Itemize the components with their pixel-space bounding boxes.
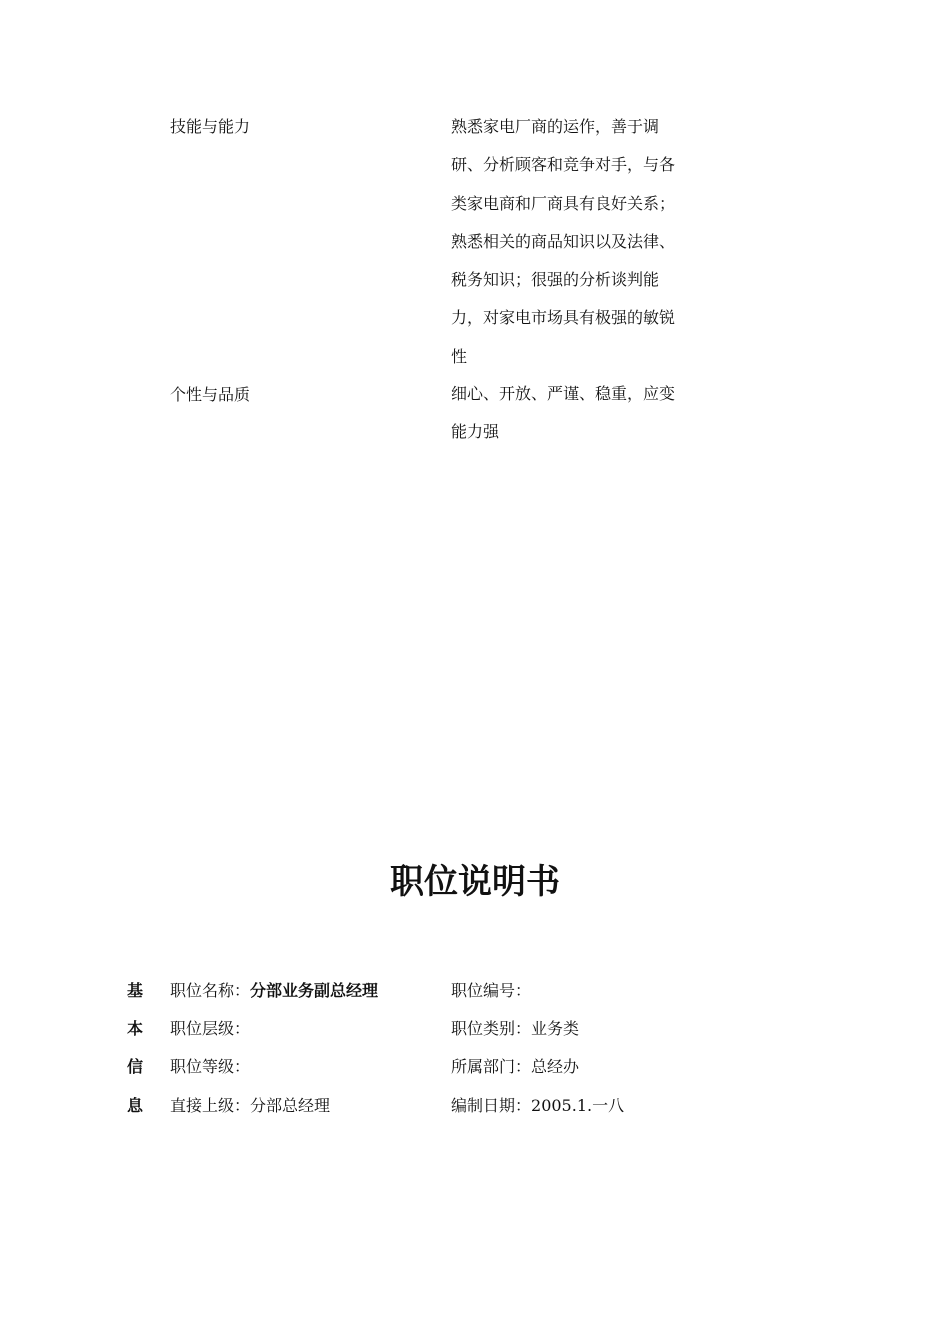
- position-name-field: [170, 981, 378, 1001]
- date-value: 2005.1.一八: [531, 1096, 625, 1115]
- side-char: 信: [127, 1057, 144, 1076]
- personality-line: 细心、开放、严谨、稳重，应变: [451, 384, 676, 403]
- skills-label: 技能与能力: [170, 117, 251, 136]
- position-name-value: 分部业务副总经理: [250, 981, 379, 1000]
- position-code-label: 职位编号：: [451, 981, 532, 1000]
- page-title: 职位说明书: [390, 862, 560, 902]
- supervisor-field: [170, 1096, 330, 1116]
- personality-description: [451, 375, 699, 452]
- position-level-label: 职位层级：: [170, 1019, 251, 1038]
- supervisor-value: 分部总经理: [250, 1096, 331, 1115]
- skills-line: 力，对家电市场具有极强的敏锐: [451, 308, 676, 328]
- skills-line: 研、分析顾客和竞争对手，与各: [451, 155, 676, 175]
- skills-description: [451, 108, 699, 376]
- side-char: 本: [127, 1019, 144, 1038]
- position-category-field: [451, 1019, 579, 1039]
- position-code-field: [451, 981, 531, 1001]
- position-level-field: [170, 1019, 250, 1039]
- department-value: 总经办: [531, 1057, 580, 1076]
- date-label: 编制日期：: [451, 1096, 532, 1115]
- position-category-value: 业务类: [531, 1019, 580, 1038]
- skills-line: 类家电商和厂商具有良好关系；: [451, 193, 676, 213]
- position-name-label: 职位名称：: [170, 981, 251, 1000]
- side-char: 息: [127, 1096, 144, 1115]
- position-grade-label: 职位等级：: [170, 1057, 251, 1076]
- skills-line: 税务知识；很强的分析谈判能: [451, 270, 660, 290]
- department-field: [451, 1057, 579, 1077]
- date-field: [451, 1096, 624, 1116]
- department-label: 所属部门：: [451, 1057, 532, 1076]
- position-category-label: 职位类别：: [451, 1019, 532, 1038]
- skills-line: 熟悉相关的商品知识以及法律、: [451, 231, 676, 251]
- skills-line: 性: [451, 346, 468, 366]
- skills-line: 熟悉家电厂商的运作，善于调: [451, 117, 660, 136]
- supervisor-label: 直接上级：: [170, 1096, 251, 1115]
- personality-line: 能力强: [451, 422, 500, 442]
- position-grade-field: [170, 1057, 250, 1077]
- personality-label: 个性与品质: [170, 385, 251, 404]
- side-char: 基: [127, 981, 144, 1000]
